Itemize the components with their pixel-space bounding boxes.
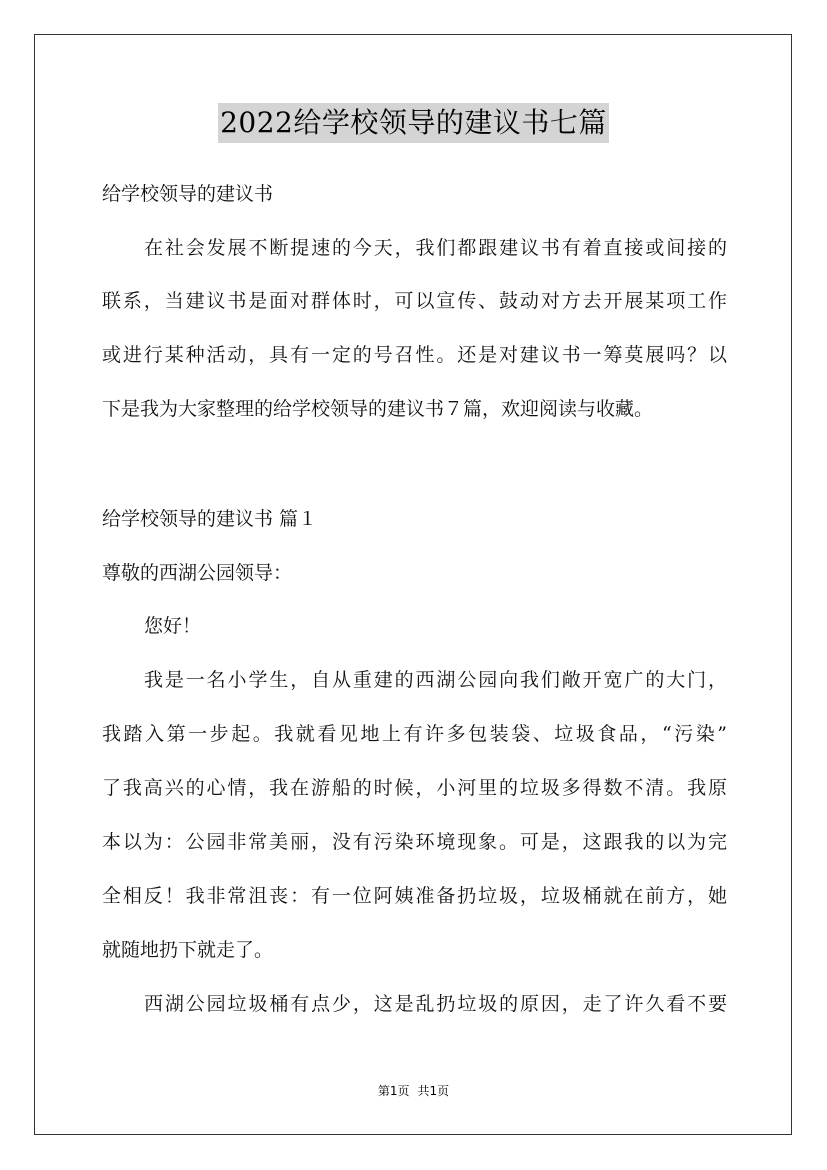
title-wrap xyxy=(0,103,827,143)
heading-intro: 给学校领导的建议书 xyxy=(102,183,274,205)
paragraph-line: 我是一名小学生，自从重建的西湖公园向我们敞开宽广的大门， xyxy=(144,669,727,691)
paragraph-line: 联系，当建议书是面对群体时，可以宣传、鼓动对方去开展某项工作 xyxy=(102,290,727,312)
page-total: 共1页 xyxy=(417,1084,450,1098)
page-footer xyxy=(0,1083,827,1099)
paragraph-line: 就随地扔下就走了。 xyxy=(102,939,274,961)
paragraph-line: 下是我为大家整理的给学校领导的建议书７篇，欢迎阅读与收藏。 xyxy=(102,398,654,420)
paragraph-line: 了我高兴的心情，我在游船的时候，小河里的垃圾多得数不清。我原 xyxy=(102,777,727,799)
heading-section-1: 给学校领导的建议书 篇１ xyxy=(102,508,318,530)
paragraph-line: 在社会发展不断提速的今天，我们都跟建议书有着直接或间接的 xyxy=(144,237,727,259)
paragraph-line: 我踏入第一步起。我就看见地上有许多包装袋、垃圾食品，“污染” xyxy=(102,723,727,745)
document-title: 2022给学校领导的建议书七篇 xyxy=(218,103,609,143)
paragraph-line: 全相反！我非常沮丧：有一位阿姨准备扔垃圾，垃圾桶就在前方，她 xyxy=(102,885,727,907)
page-number: 第1页 xyxy=(377,1084,410,1098)
greeting: 您好！ xyxy=(144,615,202,637)
salutation: 尊敬的西湖公园领导： xyxy=(102,562,293,584)
paragraph-line: 西湖公园垃圾桶有点少，这是乱扔垃圾的原因，走了许久看不要 xyxy=(144,993,727,1015)
paragraph-line: 本以为：公园非常美丽，没有污染环境现象。可是，这跟我的以为完 xyxy=(102,831,727,853)
paragraph-line: 或进行某种活动，具有一定的号召性。还是对建议书一筹莫展吗？以 xyxy=(102,344,727,366)
